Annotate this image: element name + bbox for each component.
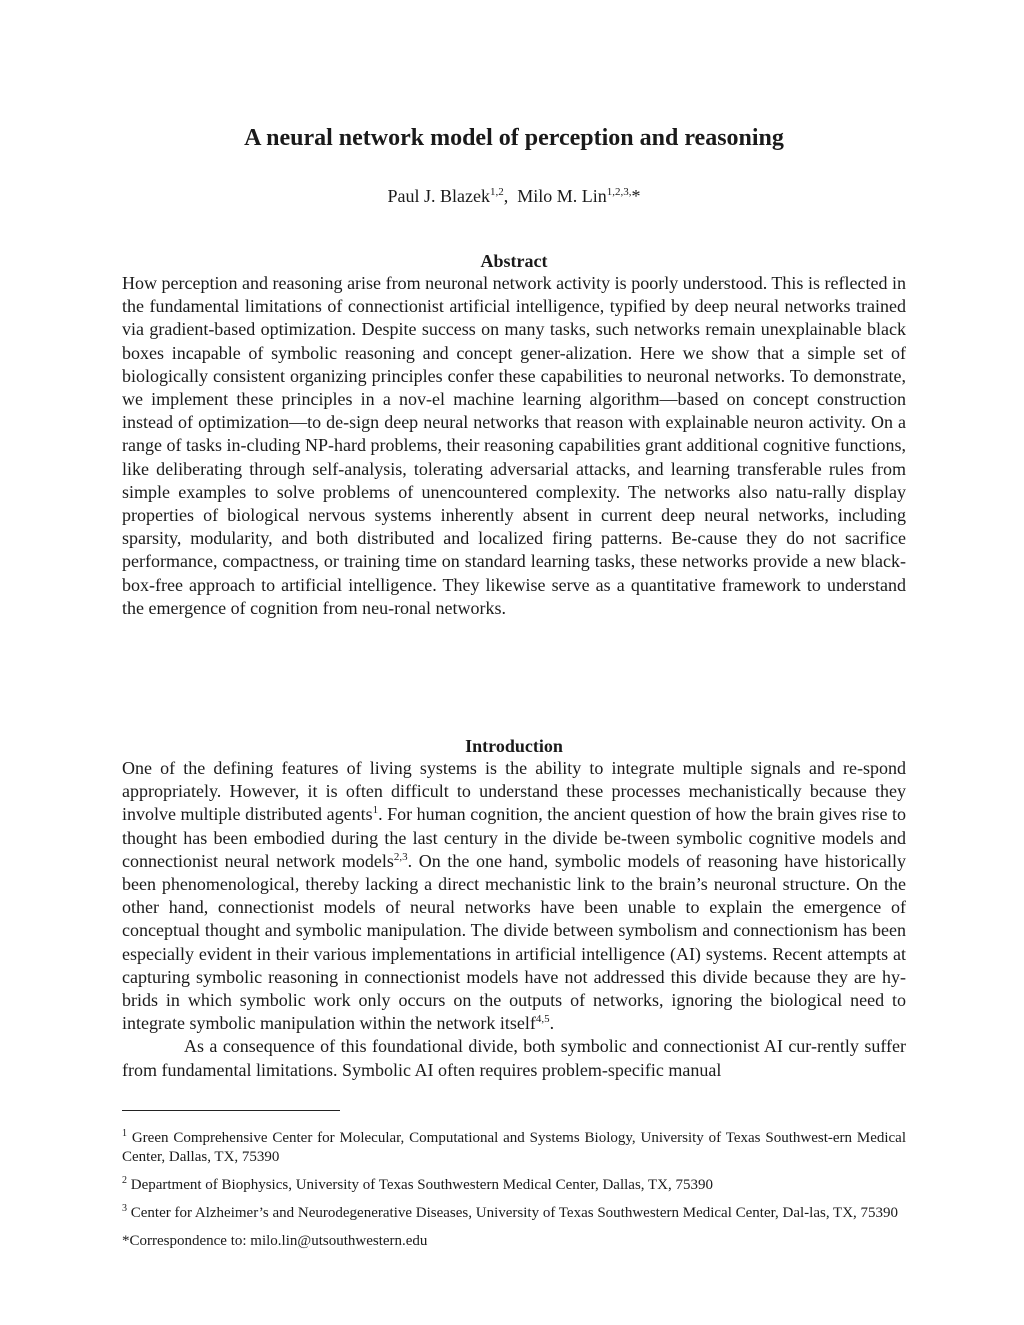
citation: 2,3 — [393, 850, 408, 863]
citation: 1 — [372, 804, 379, 817]
footnote-divider — [122, 1110, 340, 1111]
author-name: Milo M. Lin — [517, 186, 607, 206]
footnote — [122, 1176, 906, 1195]
paper-title: A neural network model of perception and reasoning — [244, 125, 784, 151]
abstract-text: How perception and reasoning arise from neuronal network activity is poorly understood. This is reflected in the fundamental limitations of connectionist artificial intelligence, typified by deep neural networks trained via gradient-based optimization. Despite success on many tasks, such networks remain unexplainable black boxes incapable of symbolic reasoning and concept gener-alization. Here we show that a simple set of biologically consistent organizing principles confer these capabilities to neuronal networks. To demonstrate, we implement these principles in a nov-el machine learning algorithm—based on concept construction instead of optimization—to de-sign deep neural networks that reason with explainable neuron activity. On a range of tasks in-cluding NP-hard problems, their reasoning capabilities grant additional cognitive functions, like deliberating through self-analysis, tolerating adversarial attacks, and learning transferable rules from simple examples to solve problems of unencountered complexity. The networks also natu-rally display properties of biological nervous systems inherently absent in current deep neural networks, including sparsity, modularity, and both distributed and localized firing patterns. Be-cause they do not sacrifice performance, compactness, or training time on standard learning tasks, these networks provide a new black-box-free approach to artificial intelligence. They likewise serve as a quantitative framework to understand the emergence of cognition from neu-ronal networks. — [122, 273, 906, 618]
paragraph-text: . On the one hand, symbolic models of reasoning have historically been phenomenological, thereby lacking a direct mechanistic link to the brain’s neuronal structure. On the other hand, connectionist models of neural networks have been unable to explain the emergence of conceptual thought and symbolic manipulation. The divide between symbolism and connectionism has been especially evident in their various implementations in artificial intelligence (AI) systems. Recent attempts at capturing symbolic reasoning in connectionist models have not addressed this divide because they are hy-brids in which symbolic work only occurs on the outputs of networks, ignoring the biological need to integrate symbolic manipulation within the network itself — [122, 850, 906, 1034]
paragraph — [122, 757, 906, 1035]
correspondence-note: *Correspondence to: milo.lin@utsouthwestern.edu — [122, 1233, 428, 1249]
abstract-heading: Abstract — [480, 251, 548, 271]
introduction-heading: Introduction — [465, 736, 563, 756]
paragraph-text: One of the defining features of living systems is the ability to integrate multiple signals and re-spond appropriately. However, it is often difficult to understand these processes mechanistically because they involve multiple distributed agents — [122, 758, 906, 825]
corresponding-mark: * — [631, 186, 641, 206]
author-name: Paul J. Blazek — [387, 186, 490, 206]
footnote-text: Green Comprehensive Center for Molecular, Computational and Systems Biology, University of Texas Southwest-ern Medical Center, Dallas, TX, 75390 — [122, 1130, 906, 1165]
author-affiliation: 1,2 — [489, 186, 504, 198]
citation: 4,5 — [535, 1013, 550, 1026]
author-line — [122, 183, 906, 209]
paragraph: As a consequence of this foundational divide, both symbolic and connectionist AI cur-rently suffer from fundamental limitations. Symbolic AI often requires problem-specific manual — [122, 1036, 906, 1080]
footnote-text: Center for Alzheimer’s and Neurodegenerative Diseases, University of Texas Southwestern Medical Center, Dal-las, TX, 75390 — [127, 1205, 899, 1221]
footnote — [122, 1129, 906, 1167]
footnote-number: 1 — [122, 1128, 127, 1139]
footnotes — [122, 1129, 906, 1260]
paragraph-text: . — [549, 1013, 555, 1034]
footnote-text: Department of Biophysics, University of Texas Southwestern Medical Center, Dallas, TX, 75390 — [127, 1177, 714, 1193]
author-separator: , — [503, 186, 518, 206]
author-affiliation: 1,2,3, — [606, 186, 632, 198]
footnote-number: 2 — [122, 1175, 127, 1186]
paragraph-text: . For human cognition, the ancient question of how the brain gives rise to thought has been embodied during the last century in the divide be-tween symbolic cognitive models and connectionist neural network models — [122, 804, 906, 871]
footnote — [122, 1204, 906, 1223]
introduction-body — [122, 757, 906, 1082]
footnote-number: 3 — [122, 1203, 127, 1214]
